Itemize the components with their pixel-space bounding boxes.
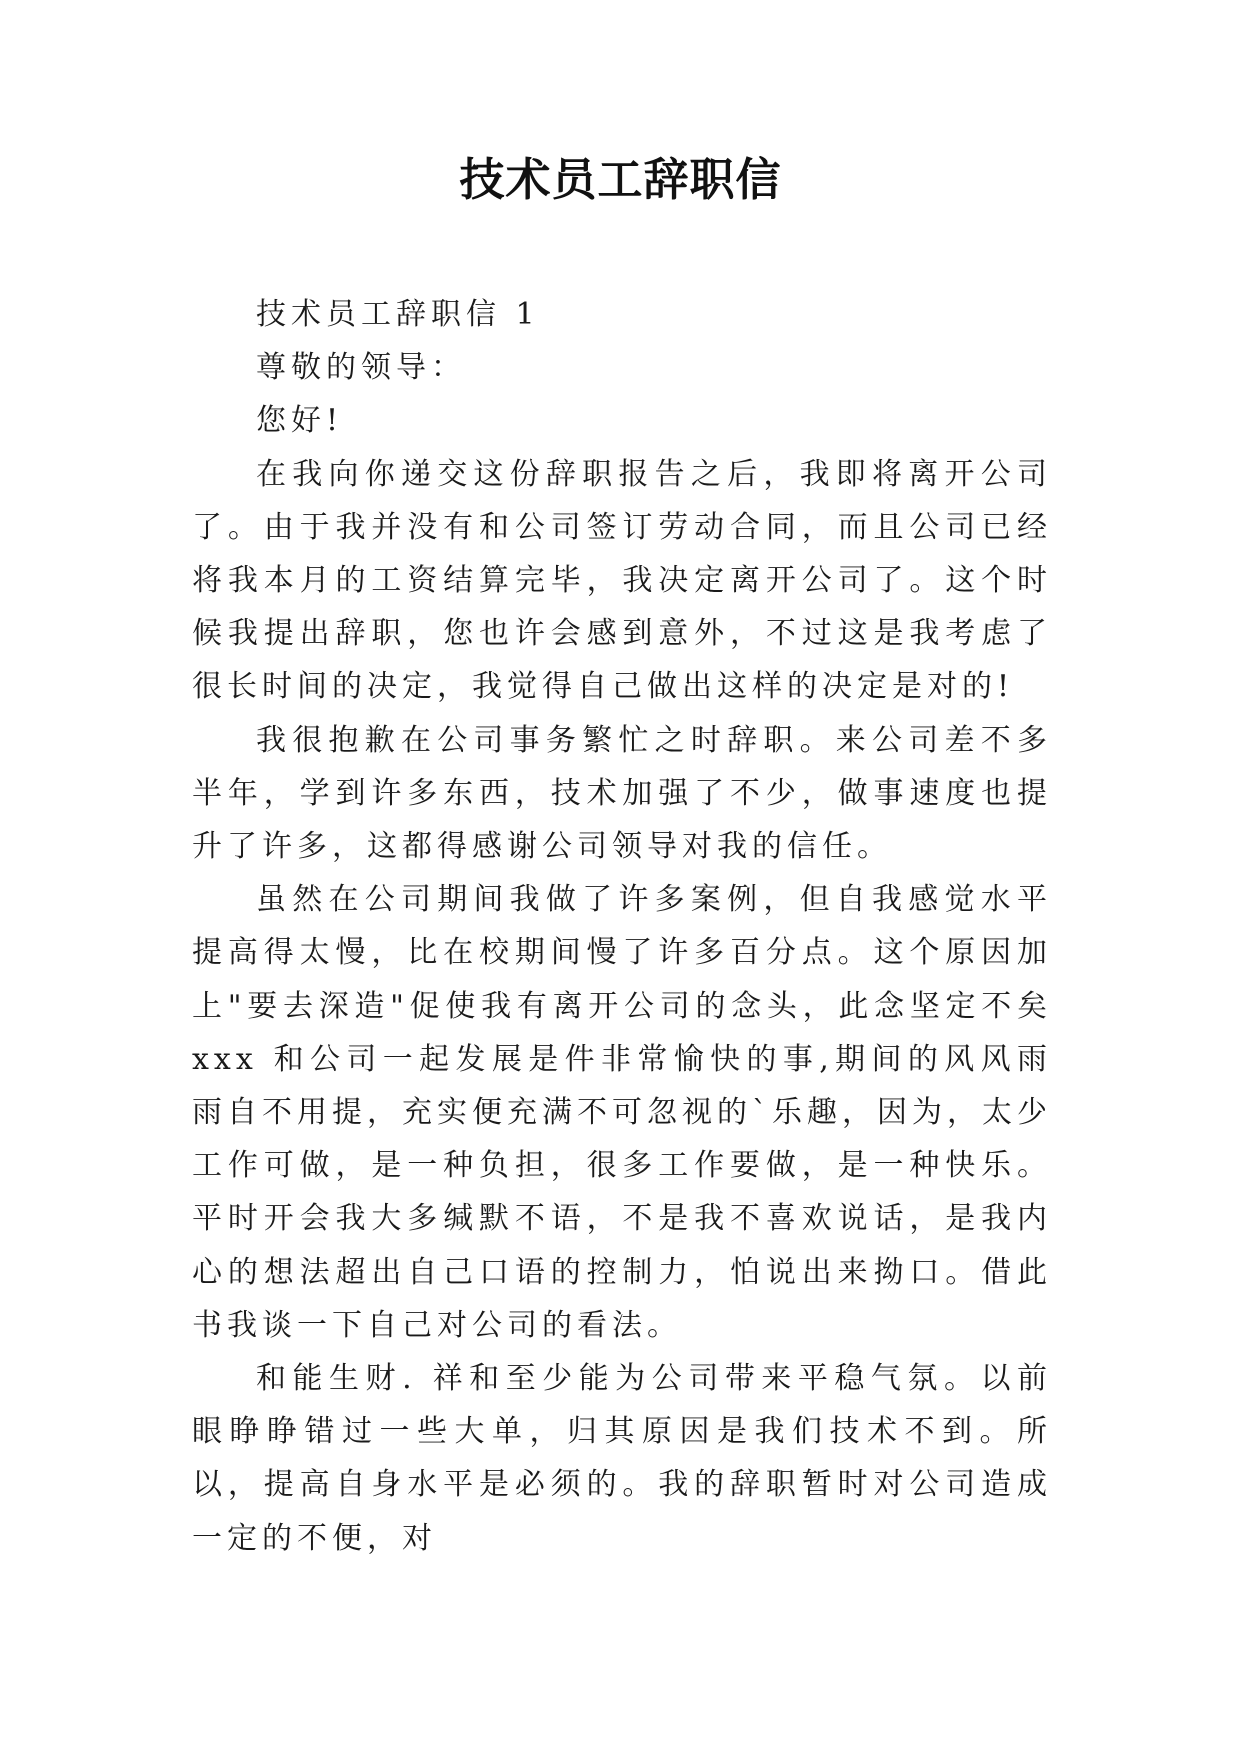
document-title: 技术员工辞职信 [459,153,782,206]
body-paragraph: 在我向你递交这份辞职报告之后，我即将离开公司了。由于我并没有和公司签订劳动合同，而且公司已经将我本月的工资结算完毕，我决定离开公司了。这个时候我提出辞职，您也许会感到意外，不过这是我考虑了很长时间的决定，我觉得自己做出这样的决定是对的! [192,456,1052,705]
body-paragraph: 和能生财. 祥和至少能为公司带来平稳气氛。以前眼睁睁错过一些大单，归其原因是我们技术不到。所以，提高自身水平是必须的。我的辞职暂时对公司造成一定的不便，对 [192,1361,1052,1556]
body-paragraph: 我很抱歉在公司事务繁忙之时辞职。来公司差不多半年，学到许多东西，技术加强了不少，做事速度也提升了许多，这都得感谢公司领导对我的信任。 [192,722,1052,865]
document-body [192,288,1052,1565]
body-paragraph: 虽然在公司期间我做了许多案例，但自我感觉水平提高得太慢，比在校期间慢了许多百分点。这个原因加上"要去深造"促使我有离开公司的念头，此念坚定不矣 xxx 和公司一起发展是件非常愉快的事,期间的风风雨雨自不用提，充实便充满不可忽视的`乐趣，因为，太少工作可做，是一种负担，很多工作要做，是一种快乐。平时开会我大多缄默不语，不是我不喜欢说话，是我内心的想法超出自己口语的控制力，怕说出来拗口。借此书我谈一下自己对公司的看法。 [192,882,1052,1343]
letter-heading: 技术员工辞职信 1 [256,297,540,332]
letter-greeting: 您好! [256,403,344,439]
letter-salutation: 尊敬的领导： [256,350,466,386]
